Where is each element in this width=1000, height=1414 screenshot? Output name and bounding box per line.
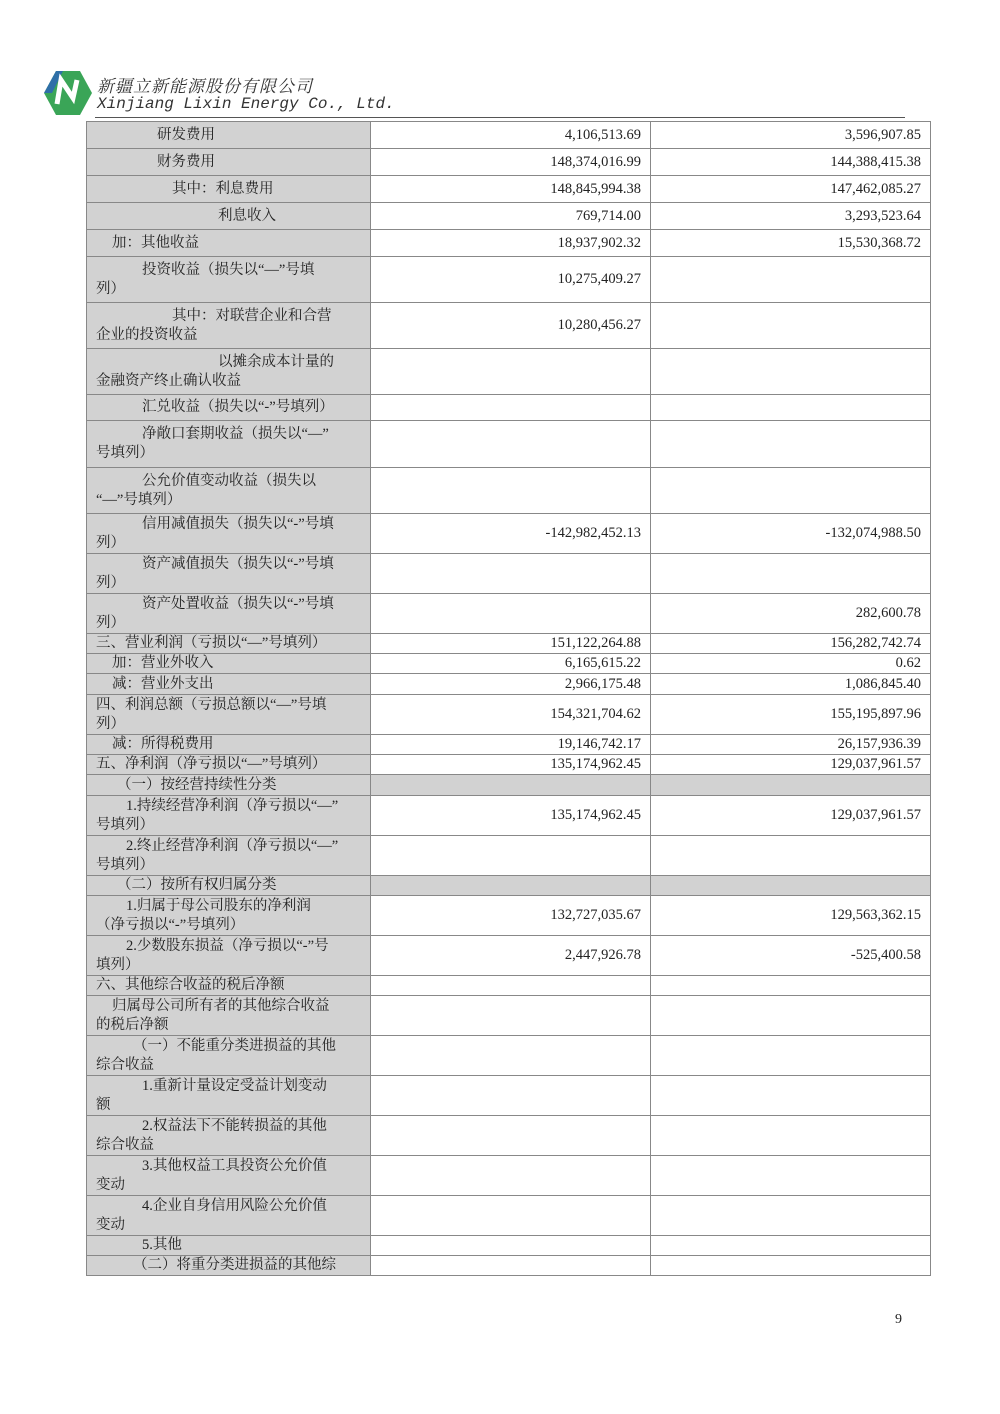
- current-period-value: 148,374,016.99: [371, 149, 651, 176]
- current-period-value: 19,146,742.17: [371, 735, 651, 755]
- table-row: [87, 421, 931, 468]
- previous-period-value: 26,157,936.39: [651, 735, 931, 755]
- previous-period-value: 129,037,961.57: [651, 755, 931, 775]
- table-row: [87, 514, 931, 554]
- row-label: 投资收益（损失以“—”号填 列）: [87, 257, 371, 303]
- row-label: 2.少数股东损益（净亏损以“-”号 填列）: [87, 936, 371, 976]
- row-label: 六、其他综合收益的税后净额: [87, 976, 371, 996]
- current-period-value: [371, 554, 651, 594]
- current-period-value: 18,937,902.32: [371, 230, 651, 257]
- row-label: 2.权益法下不能转损益的其他 综合收益: [87, 1116, 371, 1156]
- previous-period-value: [651, 1036, 931, 1076]
- current-period-value: [371, 1236, 651, 1256]
- current-period-value: [371, 594, 651, 634]
- previous-period-value: [651, 421, 931, 468]
- table-row: [87, 634, 931, 654]
- row-label: 5.其他: [87, 1236, 371, 1256]
- row-label: 资产减值损失（损失以“-”号填 列）: [87, 554, 371, 594]
- row-label: 净敞口套期收益（损失以“—” 号填列）: [87, 421, 371, 468]
- current-period-value: 769,714.00: [371, 203, 651, 230]
- current-period-value: 10,280,456.27: [371, 303, 651, 349]
- current-period-value: 132,727,035.67: [371, 896, 651, 936]
- previous-period-value: [651, 1076, 931, 1116]
- row-label: 归属母公司所有者的其他综合收益 的税后净额: [87, 996, 371, 1036]
- previous-period-value: [651, 395, 931, 421]
- previous-period-value: [651, 1236, 931, 1256]
- previous-period-value: 0.62: [651, 654, 931, 674]
- previous-period-value: [651, 976, 931, 996]
- table-row: [87, 976, 931, 996]
- current-period-value: [371, 1256, 651, 1276]
- row-label: 信用减值损失（损失以“-”号填 列）: [87, 514, 371, 554]
- table-row: [87, 1156, 931, 1196]
- row-label: 公允价值变动收益（损失以 “—”号填列）: [87, 468, 371, 514]
- current-period-value: [371, 836, 651, 876]
- current-period-value: [371, 1156, 651, 1196]
- current-period-value: 2,447,926.78: [371, 936, 651, 976]
- current-period-value: 10,275,409.27: [371, 257, 651, 303]
- table-row: [87, 1116, 931, 1156]
- previous-period-value: 129,037,961.57: [651, 796, 931, 836]
- previous-period-value: 15,530,368.72: [651, 230, 931, 257]
- current-period-value: [371, 976, 651, 996]
- table-row: [87, 1076, 931, 1116]
- row-label: 汇兑收益（损失以“-”号填列）: [87, 395, 371, 421]
- table-row: [87, 896, 931, 936]
- current-period-value: [371, 421, 651, 468]
- income-statement-table: [86, 121, 931, 1276]
- table-row: [87, 735, 931, 755]
- previous-period-value: [651, 836, 931, 876]
- previous-period-value: [651, 468, 931, 514]
- row-label: 五、净利润（净亏损以“—”号填列）: [87, 755, 371, 775]
- current-period-value: [371, 468, 651, 514]
- row-label: 减：营业外支出: [87, 674, 371, 695]
- previous-period-value: [651, 1156, 931, 1196]
- previous-period-value: -525,400.58: [651, 936, 931, 976]
- table-row: [87, 203, 931, 230]
- table-row: [87, 876, 931, 896]
- previous-period-value: [651, 1116, 931, 1156]
- company-logo: [43, 68, 93, 118]
- row-label: 加：其他收益: [87, 230, 371, 257]
- row-label: 以摊余成本计量的 金融资产终止确认收益: [87, 349, 371, 395]
- previous-period-value: 156,282,742.74: [651, 634, 931, 654]
- table-row: [87, 594, 931, 634]
- previous-period-value: 155,195,897.96: [651, 695, 931, 735]
- table-row: [87, 936, 931, 976]
- row-label: 其中：利息费用: [87, 176, 371, 203]
- row-label: 3.其他权益工具投资公允价值 变动: [87, 1156, 371, 1196]
- row-label: 2.终止经营净利润（净亏损以“—” 号填列）: [87, 836, 371, 876]
- row-label: 加：营业外收入: [87, 654, 371, 674]
- table-row: [87, 1256, 931, 1276]
- table-row: [87, 695, 931, 735]
- current-period-value: 4,106,513.69: [371, 122, 651, 149]
- previous-period-value: 282,600.78: [651, 594, 931, 634]
- previous-period-value: [651, 349, 931, 395]
- previous-period-value: 1,086,845.40: [651, 674, 931, 695]
- company-name-en: Xinjiang Lixin Energy Co., Ltd.: [97, 95, 395, 113]
- table-row: [87, 1236, 931, 1256]
- current-period-value: [371, 1076, 651, 1116]
- row-label: （二）按所有权归属分类: [87, 876, 371, 896]
- table-row: [87, 122, 931, 149]
- table-row: [87, 996, 931, 1036]
- row-label: （二）将重分类进损益的其他综: [87, 1256, 371, 1276]
- row-label: 财务费用: [87, 149, 371, 176]
- table-row: [87, 755, 931, 775]
- company-name-cn: 新疆立新能源股份有限公司: [97, 77, 313, 97]
- current-period-value: 135,174,962.45: [371, 755, 651, 775]
- table-row: [87, 836, 931, 876]
- row-label: 其中：对联营企业和合营 企业的投资收益: [87, 303, 371, 349]
- current-period-value: [371, 775, 651, 796]
- table-row: [87, 395, 931, 421]
- previous-period-value: [651, 257, 931, 303]
- current-period-value: [371, 395, 651, 421]
- page-number: 9: [895, 1312, 902, 1327]
- table-row: [87, 176, 931, 203]
- previous-period-value: [651, 1256, 931, 1276]
- current-period-value: -142,982,452.13: [371, 514, 651, 554]
- table-row: [87, 149, 931, 176]
- previous-period-value: [651, 554, 931, 594]
- current-period-value: [371, 876, 651, 896]
- current-period-value: 2,966,175.48: [371, 674, 651, 695]
- previous-period-value: [651, 1196, 931, 1236]
- row-label: 研发费用: [87, 122, 371, 149]
- current-period-value: 135,174,962.45: [371, 796, 651, 836]
- current-period-value: 148,845,994.38: [371, 176, 651, 203]
- row-label: 资产处置收益（损失以“-”号填 列）: [87, 594, 371, 634]
- table-row: [87, 554, 931, 594]
- previous-period-value: [651, 775, 931, 796]
- table-row: [87, 796, 931, 836]
- table-row: [87, 303, 931, 349]
- current-period-value: [371, 996, 651, 1036]
- row-label: 三、营业利润（亏损以“—”号填列）: [87, 634, 371, 654]
- previous-period-value: 147,462,085.27: [651, 176, 931, 203]
- row-label: 1.归属于母公司股东的净利润 （净亏损以“-”号填列）: [87, 896, 371, 936]
- row-label: 1.持续经营净利润（净亏损以“—” 号填列）: [87, 796, 371, 836]
- table-row: [87, 468, 931, 514]
- table-row: [87, 1196, 931, 1236]
- row-label: （一）不能重分类进损益的其他 综合收益: [87, 1036, 371, 1076]
- current-period-value: 151,122,264.88: [371, 634, 651, 654]
- table-row: [87, 674, 931, 695]
- current-period-value: [371, 1036, 651, 1076]
- table-row: [87, 775, 931, 796]
- row-label: （一）按经营持续性分类: [87, 775, 371, 796]
- header-divider: [95, 117, 905, 118]
- current-period-value: [371, 1116, 651, 1156]
- previous-period-value: [651, 303, 931, 349]
- table-row: [87, 230, 931, 257]
- row-label: 利息收入: [87, 203, 371, 230]
- previous-period-value: 3,596,907.85: [651, 122, 931, 149]
- row-label: 4.企业自身信用风险公允价值 变动: [87, 1196, 371, 1236]
- current-period-value: 6,165,615.22: [371, 654, 651, 674]
- table-row: [87, 257, 931, 303]
- previous-period-value: 129,563,362.15: [651, 896, 931, 936]
- table-row: [87, 1036, 931, 1076]
- row-label: 四、利润总额（亏损总额以“—”号填 列）: [87, 695, 371, 735]
- table-row: [87, 349, 931, 395]
- current-period-value: [371, 1196, 651, 1236]
- row-label: 减：所得税费用: [87, 735, 371, 755]
- previous-period-value: [651, 876, 931, 896]
- previous-period-value: 3,293,523.64: [651, 203, 931, 230]
- current-period-value: [371, 349, 651, 395]
- previous-period-value: [651, 996, 931, 1036]
- row-label: 1.重新计量设定受益计划变动 额: [87, 1076, 371, 1116]
- previous-period-value: -132,074,988.50: [651, 514, 931, 554]
- table-row: [87, 654, 931, 674]
- current-period-value: 154,321,704.62: [371, 695, 651, 735]
- previous-period-value: 144,388,415.38: [651, 149, 931, 176]
